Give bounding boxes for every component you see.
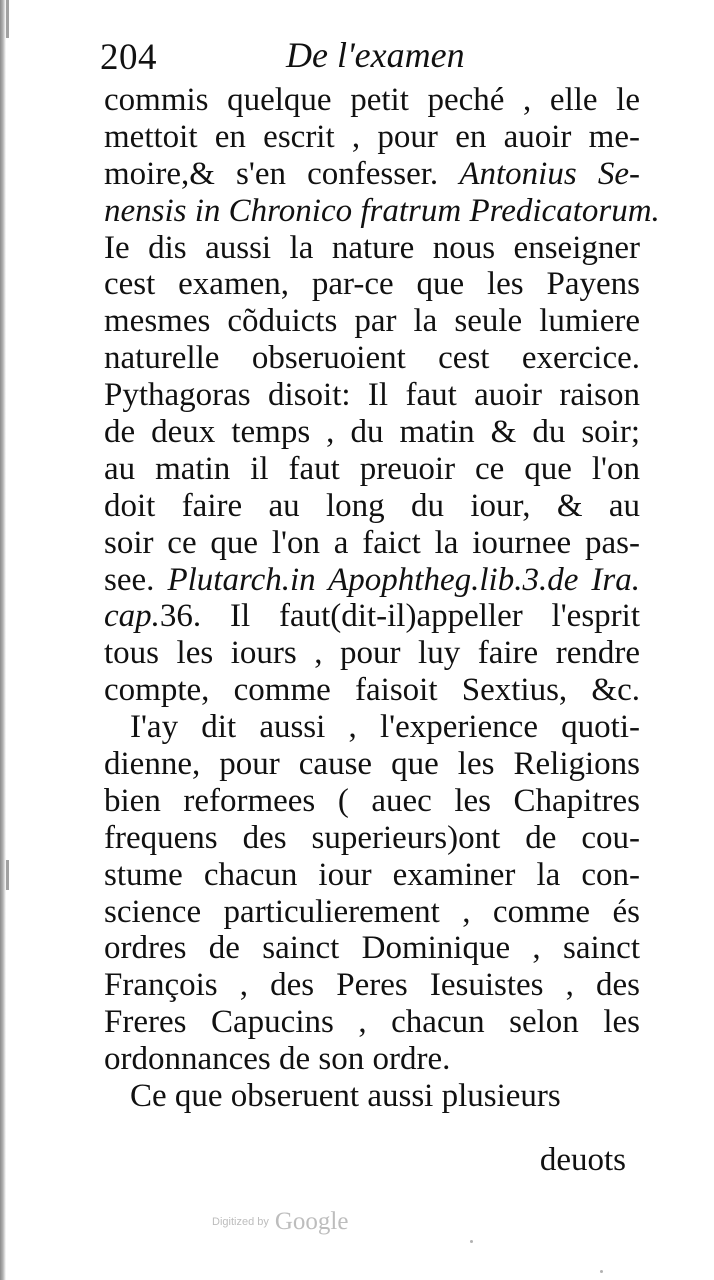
google-logo: Google	[274, 1208, 349, 1235]
running-head: De l'examen	[286, 35, 465, 75]
text-line: Pythagoras disoit: Il faut auoir raison	[104, 377, 640, 414]
body-text	[86, 82, 660, 1115]
text-line: bien reformees ( auec les Chapitres	[104, 782, 640, 819]
text-line: dienne, pour cause que les Religions	[104, 746, 640, 783]
text-line: au matin il faut preuoir ce que l'on	[104, 450, 640, 487]
page-header	[100, 30, 620, 80]
text-line: I'ay dit aussi , l'experience quoti-	[130, 709, 640, 746]
text-line: soir ce que l'on a faict la iournee pas-	[104, 524, 640, 561]
text-line: François , des Peres Iesuistes , des	[104, 967, 640, 1004]
text-line: compte, comme faisoit Sextius, &c.	[104, 672, 640, 709]
text-line: stume chacun iour examiner la con-	[104, 856, 640, 893]
text-segment: see.	[104, 561, 168, 598]
text-line: mettoit en escrit , pour en auoir me-	[104, 118, 640, 155]
digitized-by-label: Digitized by	[212, 1216, 269, 1228]
text-line	[86, 562, 646, 599]
binding-mark	[6, 0, 9, 38]
text-line	[86, 192, 660, 230]
text-line: commis quelque petit peché , elle le	[104, 82, 640, 118]
catchword: deuots	[539, 1142, 626, 1178]
italic-citation: cap.	[104, 598, 160, 635]
page-number: 204	[100, 37, 157, 78]
text-line: ordres de sainct Dominique , sainct	[104, 930, 640, 967]
text-line: science particulierement , comme és	[104, 893, 640, 930]
text-line: Ie dis aussi la nature nous enseigner	[104, 229, 640, 266]
page-binding-edge	[0, 0, 6, 1280]
italic-citation: nensis in Chronico fratrum Predicatorum.	[104, 192, 660, 229]
text-line: Freres Capucins , chacun selon les	[104, 1004, 640, 1041]
paper-speck	[470, 1240, 473, 1243]
italic-citation: Plutarch.in Apophtheg.lib.3.de Ira.	[167, 561, 640, 598]
text-line: frequens des superieurs)ont de cou-	[104, 819, 640, 856]
digitization-watermark	[212, 1208, 348, 1240]
text-line	[86, 156, 646, 193]
text-line: ordonnances de son ordre.	[104, 1041, 451, 1078]
text-segment: moire,& s'en confesser.	[104, 155, 460, 192]
text-line: naturelle obseruoient cest exercice.	[104, 340, 640, 377]
text-line	[86, 598, 646, 635]
italic-citation: Antonius Se-	[459, 155, 640, 192]
text-line: tous les iours , pour luy faire rendre	[104, 635, 640, 672]
paper-speck	[600, 1270, 603, 1273]
text-line: mesmes cõduicts par la seule lumiere	[104, 303, 640, 340]
text-line: Ce que obseruent aussi plusieurs	[130, 1078, 561, 1115]
text-line: cest examen, par-ce que les Payens	[104, 266, 640, 303]
text-line: doit faire au long du iour, & au	[104, 487, 640, 524]
text-line: de deux temps , du matin & du soir;	[104, 414, 640, 451]
text-segment: 36. Il faut(dit-il)appeller l'esprit	[159, 598, 640, 635]
binding-mark	[6, 860, 9, 890]
